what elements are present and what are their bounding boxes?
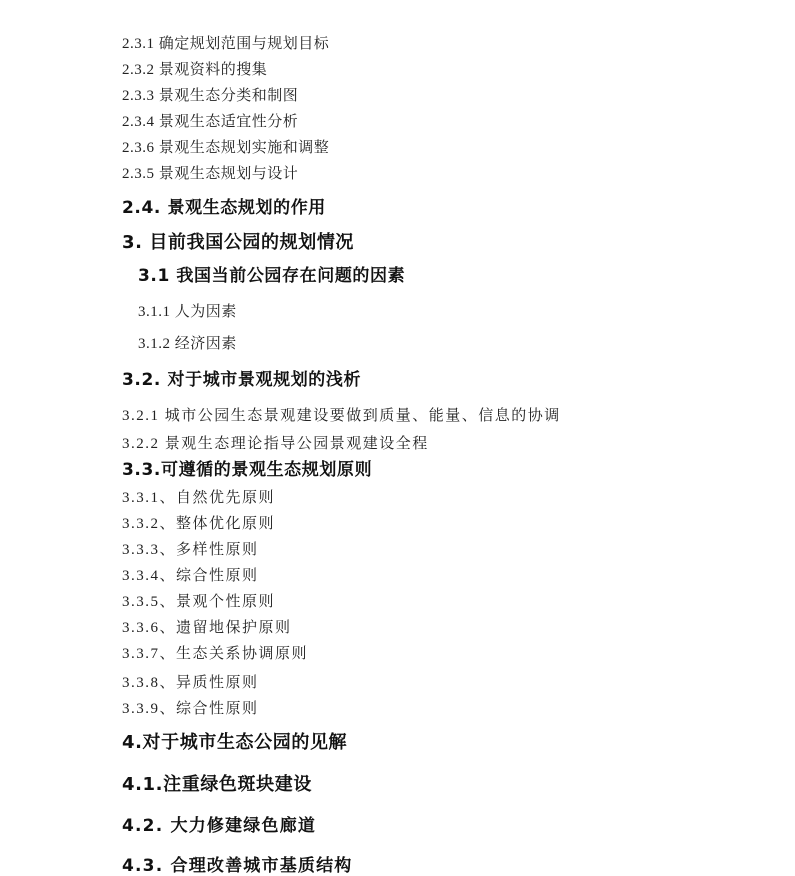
toc-entry-3-3-1: 3.3.1、自然优先原则 <box>122 490 276 506</box>
toc-entry-3-3-7: 3.3.7、生态关系协调原则 <box>122 646 309 662</box>
toc-entry-2-3-5: 2.3.5 景观生态规划与设计 <box>122 166 299 182</box>
toc-entry-3-1-2: 3.1.2 经济因素 <box>138 336 237 352</box>
toc-entry-3-3-3: 3.3.3、多样性原则 <box>122 542 259 558</box>
toc-entry-2-3-2: 2.3.2 景观资料的搜集 <box>122 62 268 78</box>
toc-entry-2-3-6: 2.3.6 景观生态规划实施和调整 <box>122 140 330 156</box>
toc-heading-4: 4.对于城市生态公园的见解 <box>122 732 348 753</box>
toc-entry-2-3-1: 2.3.1 确定规划范围与规划目标 <box>122 36 330 52</box>
toc-entry-3-1-1: 3.1.1 人为因素 <box>138 304 237 320</box>
toc-entry-3-3-4: 3.3.4、综合性原则 <box>122 568 259 584</box>
toc-entry-3-2-1: 3.2.1 城市公园生态景观建设要做到质量、能量、信息的协调 <box>122 408 561 424</box>
toc-entry-3-3-9: 3.3.9、综合性原则 <box>122 701 259 717</box>
toc-entry-2-3-4: 2.3.4 景观生态适宜性分析 <box>122 114 299 130</box>
toc-heading-4-1: 4.1.注重绿色斑块建设 <box>122 774 312 795</box>
toc-heading-2-4: 2.4. 景观生态规划的作用 <box>122 198 326 218</box>
toc-heading-3: 3. 目前我国公园的规划情况 <box>122 232 355 253</box>
toc-entry-3-3-8: 3.3.8、异质性原则 <box>122 675 259 691</box>
toc-entry-3-3-6: 3.3.6、遗留地保护原则 <box>122 620 292 636</box>
toc-heading-4-2: 4.2. 大力修建绿色廊道 <box>122 816 317 836</box>
toc-heading-3-2: 3.2. 对于城市景观规划的浅析 <box>122 370 362 390</box>
toc-entry-3-3-5: 3.3.5、景观个性原则 <box>122 594 276 610</box>
toc-heading-4-3: 4.3. 合理改善城市基质结构 <box>122 856 353 876</box>
toc-entry-2-3-3: 2.3.3 景观生态分类和制图 <box>122 88 299 104</box>
toc-entry-3-3-2: 3.3.2、整体优化原则 <box>122 516 276 532</box>
toc-heading-3-3: 3.3.可遵循的景观生态规划原则 <box>122 460 373 480</box>
toc-heading-3-1: 3.1 我国当前公园存在问题的因素 <box>138 266 406 286</box>
toc-entry-3-2-2: 3.2.2 景观生态理论指导公园景观建设全程 <box>122 436 429 452</box>
